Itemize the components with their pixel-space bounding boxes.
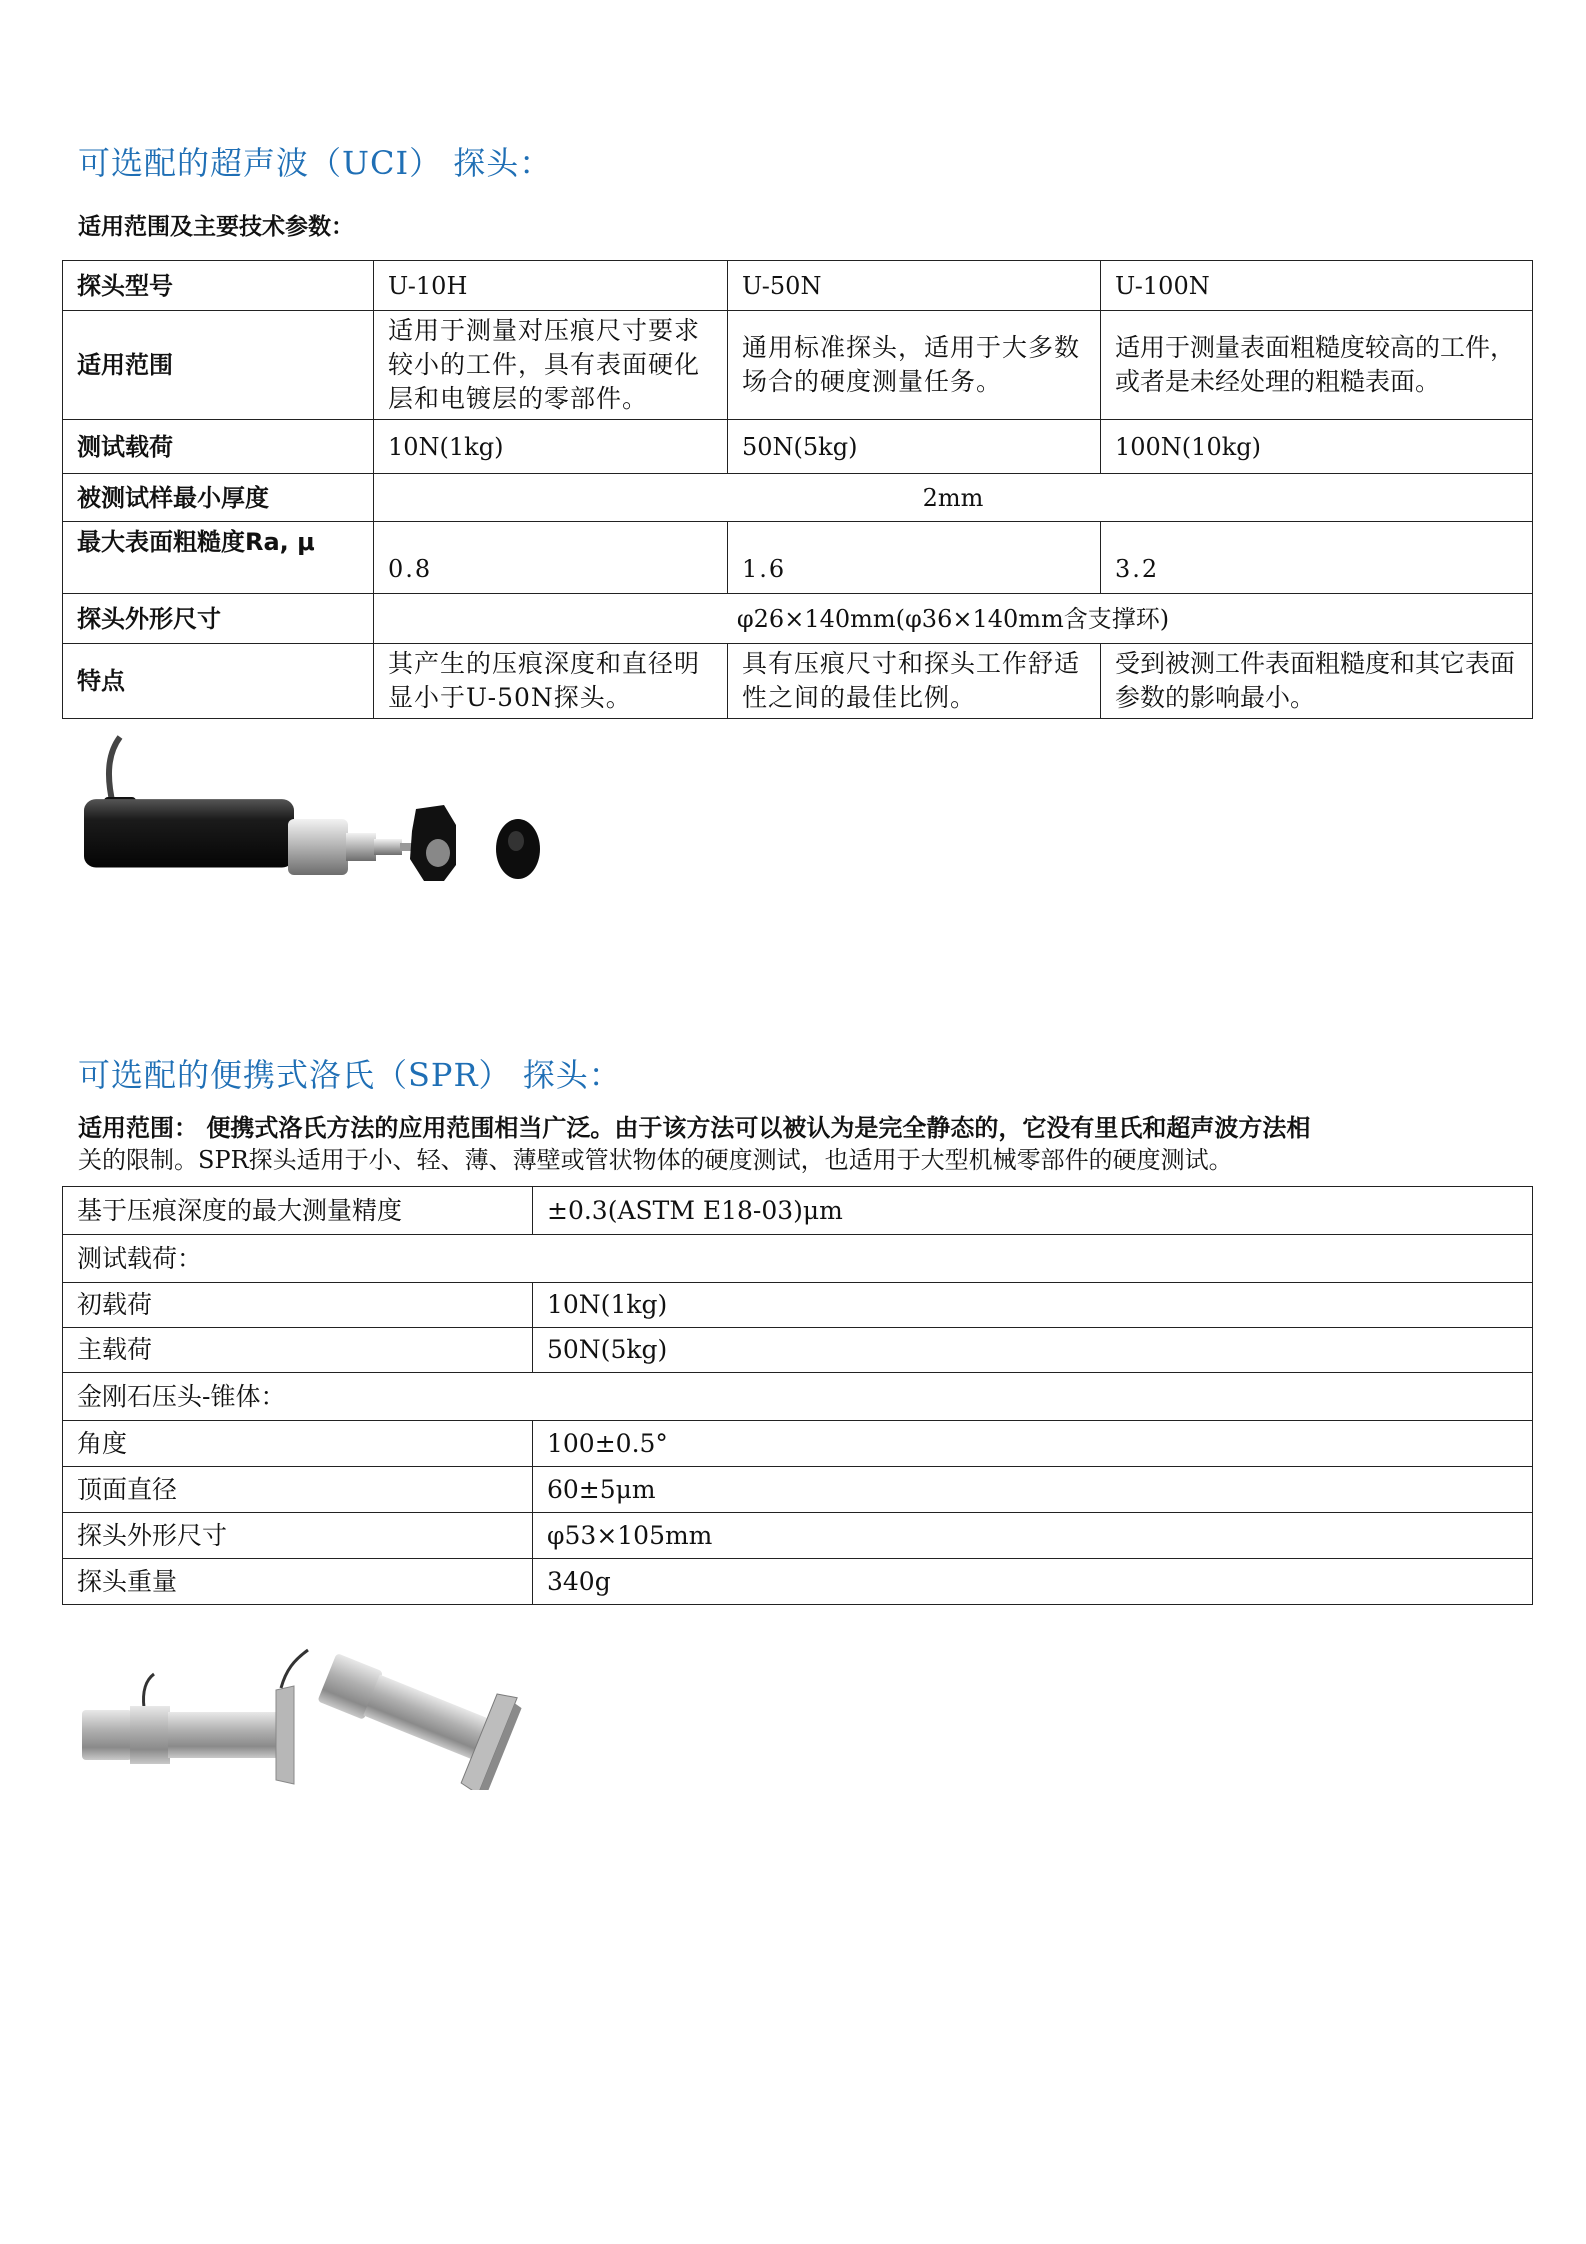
table-cell: 60±5μm — [533, 1467, 1533, 1513]
uci-subheading: 适用范围及主要技术参数： — [78, 214, 354, 240]
table-cell: 2mm — [374, 474, 1533, 522]
table-cell: 其产生的压痕深度和直径明显小于U-50N探头。 — [374, 644, 728, 719]
table-row — [63, 1235, 1533, 1283]
table-cell: ±0.3(ASTM E18-03)μm — [533, 1187, 1533, 1235]
table-cell: 探头外形尺寸 — [63, 594, 374, 644]
spr-spec-table — [62, 1186, 1533, 1605]
table-cell: 100±0.5° — [533, 1421, 1533, 1467]
spr-intro-rest: 关的限制。SPR探头适用于小、轻、薄、薄壁或管状物体的硬度测试，也适用于大型机械零部件的硬度测试。 — [78, 1146, 1233, 1174]
table-row — [63, 594, 1533, 644]
table-cell: 340g — [533, 1559, 1533, 1605]
table-cell: 主载荷 — [63, 1328, 533, 1373]
table-cell: 探头外形尺寸 — [63, 1513, 533, 1559]
spr-intro-label: 适用范围： — [78, 1114, 198, 1142]
table-cell: 基于压痕深度的最大测量精度 — [63, 1187, 533, 1235]
table-row — [63, 1283, 1533, 1328]
table-cell: 测试载荷： — [63, 1235, 1533, 1283]
table-cell: U-100N — [1101, 261, 1533, 311]
table-cell: 3.2 — [1101, 522, 1533, 594]
table-cell: 测试载荷 — [63, 420, 374, 474]
table-cell: φ53×105mm — [533, 1513, 1533, 1559]
spr-intro — [78, 1112, 1518, 1176]
table-row — [63, 1328, 1533, 1373]
table-row — [63, 311, 1533, 420]
table-cell: 0.8 — [374, 522, 728, 594]
table-cell: 10N(1kg) — [533, 1283, 1533, 1328]
table-row — [63, 1467, 1533, 1513]
table-cell: 具有压痕尺寸和探头工作舒适性之间的最佳比例。 — [728, 644, 1101, 719]
spr-heading: 可选配的便携式洛氏（SPR） 探头： — [78, 1056, 622, 1094]
uci-spec-table — [62, 260, 1533, 719]
table-cell: 探头型号 — [63, 261, 374, 311]
table-cell: 适用范围 — [63, 311, 374, 420]
uci-heading: 可选配的超声波（UCI） 探头： — [78, 144, 553, 182]
table-cell: 被测试样最小厚度 — [63, 474, 374, 522]
uci-probe-photo — [78, 735, 558, 885]
table-row — [63, 261, 1533, 311]
table-row — [63, 1559, 1533, 1605]
table-cell: 1.6 — [728, 522, 1101, 594]
table-row — [63, 644, 1533, 719]
table-cell: 金刚石压头-锥体： — [63, 1373, 1533, 1421]
table-cell: 50N(5kg) — [533, 1328, 1533, 1373]
table-row — [63, 474, 1533, 522]
table-row — [63, 1513, 1533, 1559]
spr-probe-photo — [76, 1640, 556, 1790]
table-cell: 通用标准探头，适用于大多数场合的硬度测量任务。 — [728, 311, 1101, 420]
table-row — [63, 420, 1533, 474]
table-cell: 100N(10kg) — [1101, 420, 1533, 474]
table-cell: 适用于测量表面粗糙度较高的工件，或者是未经处理的粗糙表面。 — [1101, 311, 1533, 420]
table-cell: φ26×140mm(φ36×140mm含支撑环) — [374, 594, 1533, 644]
table-cell: 特点 — [63, 644, 374, 719]
table-cell: 适用于测量对压痕尺寸要求较小的工件，具有表面硬化层和电镀层的零部件。 — [374, 311, 728, 420]
table-cell: 顶面直径 — [63, 1467, 533, 1513]
table-cell: 初载荷 — [63, 1283, 533, 1328]
table-row — [63, 522, 1533, 594]
table-row — [63, 1421, 1533, 1467]
table-cell: 探头重量 — [63, 1559, 533, 1605]
table-cell: 10N(1kg) — [374, 420, 728, 474]
table-cell: 最大表面粗糙度Ra, μ — [63, 522, 374, 594]
table-cell: 受到被测工件表面粗糙度和其它表面参数的影响最小。 — [1101, 644, 1533, 719]
table-cell: 50N(5kg) — [728, 420, 1101, 474]
table-cell: U-10H — [374, 261, 728, 311]
table-cell: 角度 — [63, 1421, 533, 1467]
table-cell: U-50N — [728, 261, 1101, 311]
table-row — [63, 1373, 1533, 1421]
table-row — [63, 1187, 1533, 1235]
spr-intro-bold: 便携式洛氏方法的应用范围相当广泛。由于该方法可以被认为是完全静态的，它没有里氏和超声波方法相 — [198, 1114, 1311, 1142]
